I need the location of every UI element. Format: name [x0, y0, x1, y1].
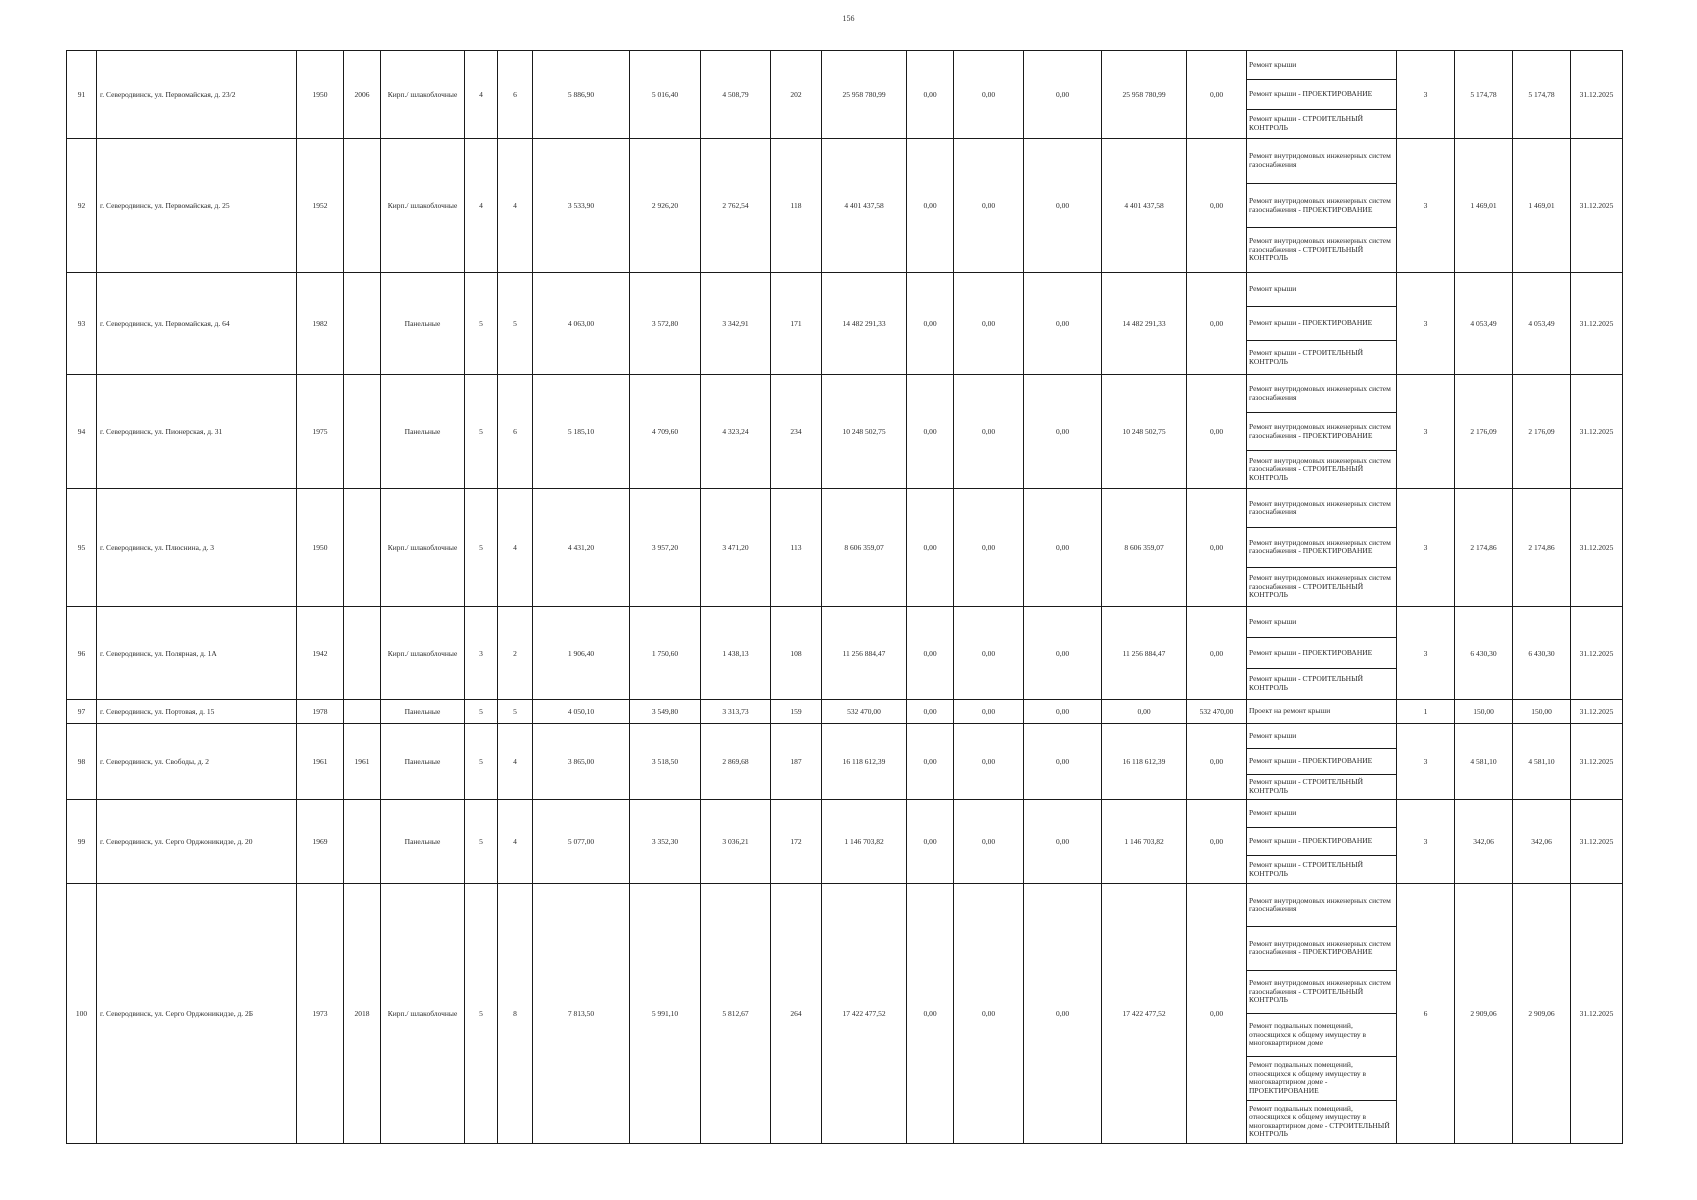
entrances-cell: 8: [498, 884, 533, 1144]
fund-2-cell: 0,00: [954, 607, 1024, 700]
work-item: Ремонт крыши: [1247, 800, 1396, 828]
area-a-cell: 1 750,60: [630, 607, 701, 700]
address-cell: г. Северодвинск, ул. Плюснина, д. 3: [97, 489, 297, 607]
deadline-cell: 31.12.2025: [1571, 700, 1623, 724]
row-number: 96: [67, 607, 97, 700]
fund-1-cell: 0,00: [907, 607, 954, 700]
wall-material-cell: Кирп./ шлакоблочные: [381, 489, 465, 607]
table-row: [67, 51, 1623, 139]
floors-cell: 5: [465, 724, 498, 800]
work-item: Ремонт крыши: [1247, 273, 1396, 307]
fund-1-cell: 0,00: [907, 884, 954, 1144]
entrances-cell: 4: [498, 724, 533, 800]
residents-cell: 264: [771, 884, 822, 1144]
deadline-cell: 31.12.2025: [1571, 139, 1623, 273]
page-number: 156: [842, 14, 855, 23]
fund-3-cell: 0,00: [1024, 375, 1102, 489]
residents-cell: 159: [771, 700, 822, 724]
works-count-cell: 3: [1397, 800, 1455, 884]
area-b-cell: 4 508,79: [701, 51, 771, 139]
built-year-cell: 1950: [297, 51, 344, 139]
fund-2-cell: 0,00: [954, 800, 1024, 884]
fund-4-cell: 14 482 291,33: [1102, 273, 1187, 375]
works-cell: [1247, 884, 1397, 1144]
total-area-cell: 4 050,10: [533, 700, 630, 724]
floors-cell: 5: [465, 884, 498, 1144]
address-cell: г. Северодвинск, ул. Полярная, д. 1А: [97, 607, 297, 700]
work-item: Ремонт внутридомовых инженерных систем газоснабжения - СТРОИТЕЛЬНЫЙ КОНТРОЛЬ: [1249, 455, 1391, 482]
fund-3-cell: 0,00: [1024, 51, 1102, 139]
work-item: Ремонт внутридомовых инженерных систем газоснабжения: [1247, 884, 1396, 927]
work-item: Ремонт крыши - СТРОИТЕЛЬНЫЙ КОНТРОЛЬ: [1249, 114, 1364, 132]
unit-cost-b-cell: 342,06: [1513, 800, 1571, 884]
residents-cell: 187: [771, 724, 822, 800]
works-count-cell: 1: [1397, 700, 1455, 724]
fund-1-cell: 0,00: [907, 273, 954, 375]
fund-3-cell: 0,00: [1024, 800, 1102, 884]
fund-1-cell: 0,00: [907, 700, 954, 724]
total-cost-cell: 11 256 884,47: [822, 607, 907, 700]
fund-5-cell: 0,00: [1187, 724, 1247, 800]
fund-4-cell: 16 118 612,39: [1102, 724, 1187, 800]
entrances-cell: 4: [498, 489, 533, 607]
works-cell: [1247, 273, 1397, 375]
area-a-cell: 3 352,30: [630, 800, 701, 884]
fund-4-cell: 1 146 703,82: [1102, 800, 1187, 884]
total-cost-cell: 532 470,00: [822, 700, 907, 724]
fund-2-cell: 0,00: [954, 375, 1024, 489]
built-year-cell: 1952: [297, 139, 344, 273]
row-number: 94: [67, 375, 97, 489]
entrances-cell: 5: [498, 273, 533, 375]
unit-cost-b-cell: 1 469,01: [1513, 139, 1571, 273]
table-row: [67, 884, 1623, 1144]
work-item: Ремонт внутридомовых инженерных систем газоснабжения - ПРОЕКТИРОВАНИЕ: [1247, 184, 1396, 229]
residents-cell: 108: [771, 607, 822, 700]
deadline-cell: 31.12.2025: [1571, 800, 1623, 884]
area-b-cell: 3 313,73: [701, 700, 771, 724]
entrances-cell: 2: [498, 607, 533, 700]
fund-4-cell: 8 606 359,07: [1102, 489, 1187, 607]
fund-4-cell: 0,00: [1102, 700, 1187, 724]
fund-1-cell: 0,00: [907, 724, 954, 800]
work-item: Ремонт крыши - СТРОИТЕЛЬНЫЙ КОНТРОЛЬ: [1249, 347, 1364, 366]
work-item: Ремонт подвальных помещений, относящихся к общему имуществу в многоквартирном доме: [1247, 1014, 1396, 1057]
table-row: [67, 800, 1623, 884]
built-year-cell: 1950: [297, 489, 344, 607]
wall-material-cell: Кирп./ шлакоблочные: [381, 607, 465, 700]
works-cell: [1247, 139, 1397, 273]
total-cost-cell: 4 401 437,58: [822, 139, 907, 273]
repair-year-cell: [344, 607, 381, 700]
address-cell: г. Северодвинск, ул. Свободы, д. 2: [97, 724, 297, 800]
floors-cell: 4: [465, 139, 498, 273]
total-cost-cell: 8 606 359,07: [822, 489, 907, 607]
row-number: 91: [67, 51, 97, 139]
work-item: Ремонт крыши - ПРОЕКТИРОВАНИЕ: [1247, 80, 1396, 109]
area-b-cell: 1 438,13: [701, 607, 771, 700]
work-item: Ремонт крыши: [1247, 51, 1396, 80]
unit-cost-a-cell: 4 053,49: [1455, 273, 1513, 375]
fund-2-cell: 0,00: [954, 884, 1024, 1144]
fund-4-cell: 25 958 780,99: [1102, 51, 1187, 139]
works-count-cell: 3: [1397, 724, 1455, 800]
work-item: Ремонт внутридомовых инженерных систем газоснабжения - ПРОЕКТИРОВАНИЕ: [1247, 413, 1396, 451]
unit-cost-b-cell: 2 176,09: [1513, 375, 1571, 489]
works-count-cell: 3: [1397, 51, 1455, 139]
fund-5-cell: 532 470,00: [1187, 700, 1247, 724]
total-cost-cell: 16 118 612,39: [822, 724, 907, 800]
entrances-cell: 6: [498, 375, 533, 489]
area-a-cell: 4 709,60: [630, 375, 701, 489]
work-item: Ремонт внутридомовых инженерных систем газоснабжения: [1247, 375, 1396, 413]
work-item: Ремонт крыши - СТРОИТЕЛЬНЫЙ КОНТРОЛЬ: [1249, 859, 1364, 878]
repair-year-cell: [344, 375, 381, 489]
fund-4-cell: 11 256 884,47: [1102, 607, 1187, 700]
fund-2-cell: 0,00: [954, 700, 1024, 724]
total-cost-cell: 10 248 502,75: [822, 375, 907, 489]
fund-2-cell: 0,00: [954, 489, 1024, 607]
wall-material-cell: Панельные: [381, 800, 465, 884]
floors-cell: 4: [465, 51, 498, 139]
fund-2-cell: 0,00: [954, 273, 1024, 375]
unit-cost-a-cell: 5 174,78: [1455, 51, 1513, 139]
total-cost-cell: 1 146 703,82: [822, 800, 907, 884]
fund-1-cell: 0,00: [907, 139, 954, 273]
table-row: [67, 375, 1623, 489]
total-area-cell: 4 063,00: [533, 273, 630, 375]
row-number: 97: [67, 700, 97, 724]
fund-5-cell: 0,00: [1187, 139, 1247, 273]
row-number: 98: [67, 724, 97, 800]
address-cell: г. Северодвинск, ул. Первомайская, д. 64: [97, 273, 297, 375]
floors-cell: 5: [465, 273, 498, 375]
fund-3-cell: 0,00: [1024, 139, 1102, 273]
fund-2-cell: 0,00: [954, 51, 1024, 139]
area-b-cell: 4 323,24: [701, 375, 771, 489]
work-item: Ремонт крыши: [1247, 607, 1396, 638]
table-row: [67, 700, 1623, 724]
area-b-cell: 3 342,91: [701, 273, 771, 375]
unit-cost-b-cell: 4 053,49: [1513, 273, 1571, 375]
entrances-cell: 6: [498, 51, 533, 139]
total-area-cell: 5 077,00: [533, 800, 630, 884]
works-cell: [1247, 800, 1397, 884]
unit-cost-a-cell: 342,06: [1455, 800, 1513, 884]
wall-material-cell: Кирп./ шлакоблочные: [381, 884, 465, 1144]
work-item: Ремонт подвальных помещений, относящихся к общему имуществу в многоквартирном доме - ПРОЕКТИРОВАНИЕ: [1247, 1057, 1396, 1100]
row-number: 100: [67, 884, 97, 1144]
area-a-cell: 5 991,10: [630, 884, 701, 1144]
area-b-cell: 3 036,21: [701, 800, 771, 884]
area-a-cell: 3 572,80: [630, 273, 701, 375]
fund-3-cell: 0,00: [1024, 700, 1102, 724]
fund-2-cell: 0,00: [954, 139, 1024, 273]
deadline-cell: 31.12.2025: [1571, 884, 1623, 1144]
repair-year-cell: 2006: [344, 51, 381, 139]
fund-4-cell: 4 401 437,58: [1102, 139, 1187, 273]
works-count-cell: 3: [1397, 489, 1455, 607]
works-count-cell: 3: [1397, 139, 1455, 273]
work-item: Ремонт крыши - СТРОИТЕЛЬНЫЙ КОНТРОЛЬ: [1249, 777, 1364, 795]
residents-cell: 118: [771, 139, 822, 273]
unit-cost-a-cell: 2 174,86: [1455, 489, 1513, 607]
total-cost-cell: 14 482 291,33: [822, 273, 907, 375]
work-item: Ремонт внутридомовых инженерных систем газоснабжения: [1247, 489, 1396, 528]
works-count-cell: 3: [1397, 607, 1455, 700]
work-item: Ремонт крыши - ПРОЕКТИРОВАНИЕ: [1247, 749, 1396, 774]
unit-cost-b-cell: 2 909,06: [1513, 884, 1571, 1144]
area-b-cell: 2 869,68: [701, 724, 771, 800]
fund-1-cell: 0,00: [907, 489, 954, 607]
wall-material-cell: Кирп./ шлакоблочные: [381, 139, 465, 273]
work-item: Проект на ремонт крыши: [1249, 706, 1331, 716]
work-item: Ремонт внутридомовых инженерных систем газоснабжения - ПРОЕКТИРОВАНИЕ: [1247, 528, 1396, 567]
floors-cell: 5: [465, 375, 498, 489]
work-item: Ремонт крыши - ПРОЕКТИРОВАНИЕ: [1247, 828, 1396, 856]
built-year-cell: 1961: [297, 724, 344, 800]
work-item: Ремонт внутридомовых инженерных систем газоснабжения - ПРОЕКТИРОВАНИЕ: [1247, 927, 1396, 970]
fund-1-cell: 0,00: [907, 800, 954, 884]
repair-year-cell: [344, 800, 381, 884]
row-number: 92: [67, 139, 97, 273]
area-b-cell: 2 762,54: [701, 139, 771, 273]
wall-material-cell: Кирп./ шлакоблочные: [381, 51, 465, 139]
work-item: Ремонт внутридомовых инженерных систем газоснабжения - СТРОИТЕЛЬНЫЙ КОНТРОЛЬ: [1247, 971, 1396, 1014]
works-cell: [1247, 51, 1397, 139]
fund-5-cell: 0,00: [1187, 273, 1247, 375]
residents-cell: 113: [771, 489, 822, 607]
work-item: Ремонт крыши - ПРОЕКТИРОВАНИЕ: [1247, 307, 1396, 341]
row-number: 99: [67, 800, 97, 884]
works-cell: [1247, 489, 1397, 607]
fund-4-cell: 17 422 477,52: [1102, 884, 1187, 1144]
works-count-cell: 6: [1397, 884, 1455, 1144]
residents-cell: 202: [771, 51, 822, 139]
area-a-cell: 5 016,40: [630, 51, 701, 139]
row-number: 95: [67, 489, 97, 607]
work-item: Ремонт крыши - ПРОЕКТИРОВАНИЕ: [1247, 638, 1396, 669]
floors-cell: 5: [465, 700, 498, 724]
works-cell: [1247, 375, 1397, 489]
address-cell: г. Северодвинск, ул. Портовая, д. 15: [97, 700, 297, 724]
address-cell: г. Северодвинск, ул. Серго Орджоникидзе, д. 20: [97, 800, 297, 884]
floors-cell: 3: [465, 607, 498, 700]
fund-3-cell: 0,00: [1024, 884, 1102, 1144]
table-row: [67, 607, 1623, 700]
wall-material-cell: Панельные: [381, 273, 465, 375]
unit-cost-a-cell: 1 469,01: [1455, 139, 1513, 273]
work-item: Ремонт подвальных помещений, относящихся к общему имуществу в многоквартирном доме - СТРОИТЕЛЬНЫЙ КОНТРОЛЬ: [1249, 1103, 1390, 1139]
built-year-cell: 1982: [297, 273, 344, 375]
unit-cost-a-cell: 2 909,06: [1455, 884, 1513, 1144]
works-cell: [1247, 724, 1397, 800]
total-area-cell: 4 431,20: [533, 489, 630, 607]
deadline-cell: 31.12.2025: [1571, 724, 1623, 800]
unit-cost-b-cell: 2 174,86: [1513, 489, 1571, 607]
built-year-cell: 1973: [297, 884, 344, 1144]
wall-material-cell: Панельные: [381, 700, 465, 724]
address-cell: г. Северодвинск, ул. Первомайская, д. 25: [97, 139, 297, 273]
table-row: [67, 489, 1623, 607]
unit-cost-a-cell: 2 176,09: [1455, 375, 1513, 489]
repair-year-cell: [344, 700, 381, 724]
repair-program-table: [66, 50, 1623, 1144]
unit-cost-b-cell: 5 174,78: [1513, 51, 1571, 139]
row-number: 93: [67, 273, 97, 375]
repair-year-cell: 1961: [344, 724, 381, 800]
work-item: Ремонт внутридомовых инженерных систем газоснабжения: [1247, 139, 1396, 184]
fund-4-cell: 10 248 502,75: [1102, 375, 1187, 489]
entrances-cell: 4: [498, 800, 533, 884]
deadline-cell: 31.12.2025: [1571, 51, 1623, 139]
table-row: [67, 273, 1623, 375]
built-year-cell: 1978: [297, 700, 344, 724]
fund-3-cell: 0,00: [1024, 273, 1102, 375]
address-cell: г. Северодвинск, ул. Первомайская, д. 23/2: [97, 51, 297, 139]
area-a-cell: 3 518,50: [630, 724, 701, 800]
work-item: Ремонт крыши: [1247, 724, 1396, 749]
unit-cost-a-cell: 4 581,10: [1455, 724, 1513, 800]
works-count-cell: 3: [1397, 273, 1455, 375]
unit-cost-a-cell: 150,00: [1455, 700, 1513, 724]
repair-year-cell: [344, 273, 381, 375]
total-cost-cell: 25 958 780,99: [822, 51, 907, 139]
table-row: [67, 724, 1623, 800]
repair-year-cell: [344, 489, 381, 607]
entrances-cell: 4: [498, 139, 533, 273]
wall-material-cell: Панельные: [381, 724, 465, 800]
built-year-cell: 1942: [297, 607, 344, 700]
works-cell: [1247, 607, 1397, 700]
unit-cost-b-cell: 4 581,10: [1513, 724, 1571, 800]
fund-5-cell: 0,00: [1187, 489, 1247, 607]
total-cost-cell: 17 422 477,52: [822, 884, 907, 1144]
works-count-cell: 3: [1397, 375, 1455, 489]
floors-cell: 5: [465, 489, 498, 607]
deadline-cell: 31.12.2025: [1571, 375, 1623, 489]
address-cell: г. Северодвинск, ул. Серго Орджоникидзе, д. 2Б: [97, 884, 297, 1144]
area-a-cell: 2 926,20: [630, 139, 701, 273]
area-b-cell: 5 812,67: [701, 884, 771, 1144]
fund-5-cell: 0,00: [1187, 375, 1247, 489]
repair-year-cell: [344, 139, 381, 273]
fund-5-cell: 0,00: [1187, 51, 1247, 139]
total-area-cell: 5 886,90: [533, 51, 630, 139]
residents-cell: 171: [771, 273, 822, 375]
works-cell: [1247, 700, 1397, 724]
deadline-cell: 31.12.2025: [1571, 607, 1623, 700]
fund-5-cell: 0,00: [1187, 607, 1247, 700]
address-cell: г. Северодвинск, ул. Пионерская, д. 31: [97, 375, 297, 489]
entrances-cell: 5: [498, 700, 533, 724]
area-a-cell: 3 957,20: [630, 489, 701, 607]
fund-2-cell: 0,00: [954, 724, 1024, 800]
wall-material-cell: Панельные: [381, 375, 465, 489]
deadline-cell: 31.12.2025: [1571, 273, 1623, 375]
work-item: Ремонт внутридомовых инженерных систем газоснабжения - СТРОИТЕЛЬНЫЙ КОНТРОЛЬ: [1249, 572, 1391, 600]
repair-year-cell: 2018: [344, 884, 381, 1144]
built-year-cell: 1975: [297, 375, 344, 489]
table-row: [67, 139, 1623, 273]
area-a-cell: 3 549,80: [630, 700, 701, 724]
floors-cell: 5: [465, 800, 498, 884]
fund-3-cell: 0,00: [1024, 724, 1102, 800]
fund-3-cell: 0,00: [1024, 607, 1102, 700]
unit-cost-b-cell: 150,00: [1513, 700, 1571, 724]
unit-cost-b-cell: 6 430,30: [1513, 607, 1571, 700]
fund-5-cell: 0,00: [1187, 884, 1247, 1144]
residents-cell: 172: [771, 800, 822, 884]
fund-1-cell: 0,00: [907, 375, 954, 489]
fund-1-cell: 0,00: [907, 51, 954, 139]
deadline-cell: 31.12.2025: [1571, 489, 1623, 607]
built-year-cell: 1969: [297, 800, 344, 884]
total-area-cell: 1 906,40: [533, 607, 630, 700]
unit-cost-a-cell: 6 430,30: [1455, 607, 1513, 700]
total-area-cell: 3 533,90: [533, 139, 630, 273]
residents-cell: 234: [771, 375, 822, 489]
work-item: Ремонт крыши - СТРОИТЕЛЬНЫЙ КОНТРОЛЬ: [1249, 674, 1364, 692]
total-area-cell: 5 185,10: [533, 375, 630, 489]
fund-5-cell: 0,00: [1187, 800, 1247, 884]
area-b-cell: 3 471,20: [701, 489, 771, 607]
work-item: Ремонт внутридомовых инженерных систем газоснабжения - СТРОИТЕЛЬНЫЙ КОНТРОЛЬ: [1249, 236, 1391, 263]
total-area-cell: 7 813,50: [533, 884, 630, 1144]
fund-3-cell: 0,00: [1024, 489, 1102, 607]
total-area-cell: 3 865,00: [533, 724, 630, 800]
